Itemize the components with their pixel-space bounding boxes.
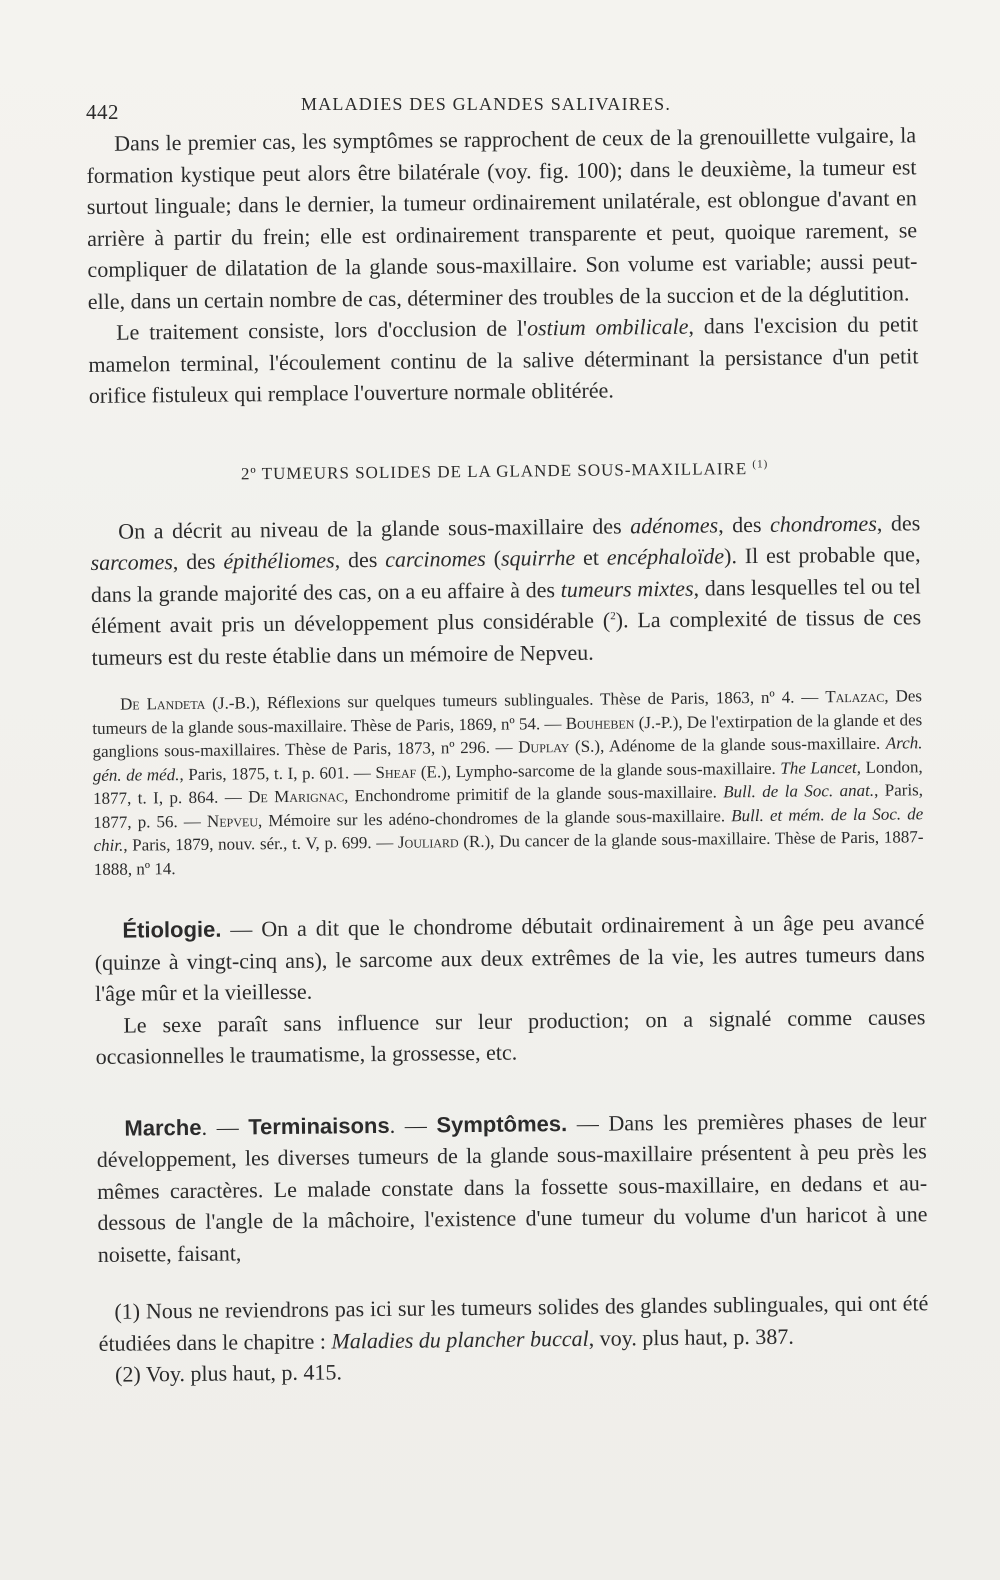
etiologie-heading: Étiologie. (122, 916, 222, 943)
paragraph-etiologie (94, 906, 925, 1009)
running-title: MALADIES DES GLANDES SALIVAIRES. (301, 94, 672, 114)
tumors-text: , des (334, 546, 386, 573)
treatment-text-b: , dans l'excision du petit mamelon terminal, l'écoulement continu de la salive déterminant la persistance d'un petit orifice fistuleux qui remplace l'ouverture normale oblitérée. (88, 311, 919, 408)
footnote-title: Maladies du plancher buccal (331, 1325, 589, 1353)
tumors-text: On a décrit au niveau de la glande sous-maxillaire des (118, 512, 631, 544)
biblio-entry: , Paris, 1875, t. I, p. 601. — (179, 762, 376, 784)
section-title (90, 455, 920, 488)
footnote-ref: 2 (610, 610, 616, 623)
marche-text: — Dans les premières phases de leur développement, les diverses tumeurs de la glande sous-maxillaire présentent à peu près les mêmes caractères. Le malade constate dans la fossette sous-maxillaire, en dedans et au-dessous de l'angle de la mâchoire, l'existence d'une tumeur du volume d'un haricot à une noisette, faisant, (96, 1106, 928, 1267)
tumor-type: squirrhe (500, 544, 576, 571)
page-header (86, 92, 916, 124)
tumor-type: chondromes (769, 510, 877, 537)
tumor-type: tumeurs mixtes (560, 575, 694, 602)
symptomes-heading: Symptômes. (436, 1110, 568, 1137)
footnote-mark: (2) (114, 1361, 141, 1387)
tumors-text: ). La complexité de tissus de ces tumeurs est du reste établie dans un mémoire de Nepveu. (91, 604, 922, 670)
tumors-text: ). Il est probable que, dans la grande majorité des cas, on a eu affaire à des (90, 541, 921, 607)
journal-title: Arch. gén. de méd. (92, 733, 923, 785)
biblio-entry: , Des tumeurs de la glande sous-maxillaire. Thèse de Paris, 1869, nº 54. — (92, 686, 923, 738)
treatment-term: ostium ombilicale (526, 313, 689, 341)
tumor-type: sarcomes (90, 549, 173, 575)
marche-heading: Marche (124, 1114, 202, 1141)
tumors-text: ( (485, 545, 502, 571)
biblio-entry: (S.), Adénome de la glande sous-maxillaire. (569, 733, 886, 756)
footnote-text: , voy. plus haut, p. 387. (588, 1323, 794, 1351)
section-title-text: 2º TUMEURS SOLIDES DE LA GLANDE SOUS-MAXILLAIRE (240, 458, 748, 483)
tumor-type: épithéliomes (223, 547, 335, 574)
footnote-mark: (1) (114, 1298, 141, 1324)
paragraph-marche (96, 1104, 928, 1270)
heading-separator: . — (201, 1113, 249, 1140)
footnote-text: Voy. plus haut, p. 415. (140, 1359, 343, 1387)
author-name: De Landeta (119, 693, 206, 714)
tumors-text: , des (876, 509, 921, 536)
author-name: Sheaf (375, 762, 417, 782)
bibliography (92, 684, 924, 881)
terminaisons-heading: Terminaisons (248, 1112, 390, 1139)
tumors-text: , des (172, 548, 224, 575)
author-name: Jouliard (397, 832, 459, 852)
biblio-entry: (R.), Du cancer de la glande sous-maxillaire. Thèse de Paris, 1887-1888, nº 14. (93, 827, 924, 879)
biblio-entry: , Enchondrome primitif de la glande sous-maxillaire. (343, 782, 724, 806)
author-name: Talazac (825, 686, 885, 707)
etiologie-text: — On a dit que le chondrome débutait ordinairement à un âge peu avancé (quinze à vingt-cinq ans), le sarcome aux deux extrêmes de la vie, les autres tumeurs dans l'âge mûr et la vieillesse. (94, 909, 925, 1006)
biblio-entry: , Mémoire sur les adéno-chondromes de la glande sous-maxillaire. (257, 805, 732, 830)
tumor-type: carcinomes (385, 545, 486, 572)
tumor-type: adénomes (630, 511, 719, 538)
heading-separator: . — (389, 1111, 437, 1138)
footnote-1 (98, 1287, 929, 1359)
paragraph-sexe: Le sexe paraît sans influence sur leur production; on a signalé comme causes occasionnelles le traumatisme, la grossesse, etc. (95, 1003, 926, 1069)
paragraph-symptoms: Dans le premier cas, les symptômes se rapprochent de ceux de la grenouillette vulgaire, la formation kystique peut alors être bilatérale (voy. fig. 100); dans le deuxième, la tumeur est surtout linguale; dans le dernier, la tumeur ordinairement unilatérale, est oblongue d'avant en arrière à partir du frein; elle est ordinairement transparente et peut, quoique rarement, se compliquer de dilatation de la glande sous-maxillaire. Son volume est variable; aussi peut-elle, dans un certain nombre de cas, déterminer des troubles de la succion et de la déglutition. (86, 122, 918, 314)
tumors-text: et (575, 544, 607, 570)
biblio-entry: , London, 1877, t. I, p. 864. — (92, 756, 923, 808)
paragraph-treatment (88, 308, 919, 411)
journal-title: The Lancet (780, 757, 857, 778)
biblio-entry: (J.-P.), De l'extirpation de la glande et des ganglions sous-maxillaires. Thèse de Paris, 1873, nº 296. — (92, 709, 923, 761)
treatment-text-a: Le traitement consiste, lors d'occlusion de l' (116, 315, 528, 345)
section-title-note: (1) (752, 457, 769, 470)
journal-title: Bull. et mém. de la Soc. de chir. (93, 803, 924, 855)
author-name: Duplay (518, 736, 570, 757)
biblio-entry: , Paris, 1879, nouv. sér., t. V, p. 699. — (123, 832, 399, 855)
paragraph-tumors (90, 507, 922, 673)
tumors-text: , des (717, 511, 771, 537)
biblio-entry: (J.-B.), Réflexions sur quelques tumeurs sublinguales. Thèse de Paris, 1863, nº 4. — (205, 687, 826, 713)
journal-title: Bull. de la Soc. anat. (723, 780, 875, 802)
biblio-entry: , Paris, 1877, p. 56. — (93, 780, 924, 832)
author-name: Bouheben (565, 712, 635, 733)
tumors-text: , dans lesquelles tel ou tel élément avait pris un développement plus considérable ( (91, 572, 921, 638)
page-body (86, 119, 929, 1390)
footnotes (98, 1287, 929, 1390)
author-name: De Marignac (248, 786, 345, 807)
author-name: Nepveu (206, 810, 259, 831)
page-number: 442 (86, 100, 119, 124)
footnote-text: Nous ne reviendrons pas ici sur les tumeurs solides des glandes sublinguales, qui ont été étudiées dans le chapitre : (98, 1290, 929, 1356)
tumor-type: encéphaloïde (606, 543, 725, 570)
biblio-entry: (E.), Lympho-sarcome de la glande sous-maxillaire. (416, 758, 781, 782)
